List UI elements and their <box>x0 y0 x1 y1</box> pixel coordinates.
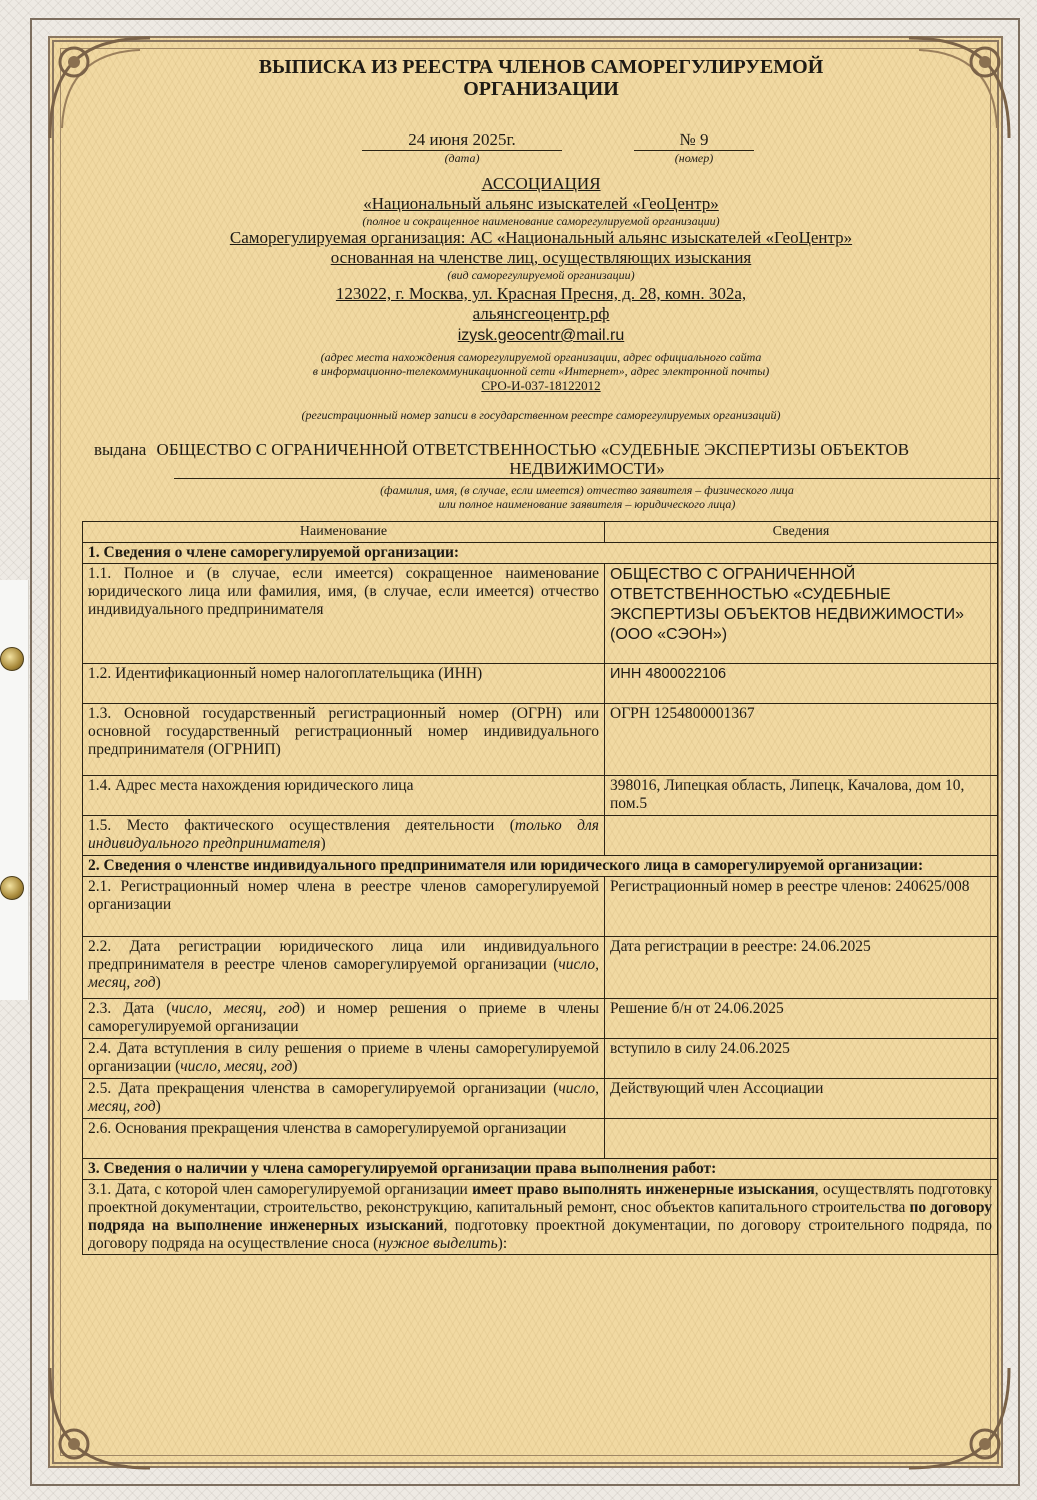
ornament-corner-bottom-right <box>899 1358 1019 1478</box>
row-1-2-label: 1.2. Идентификационный номер налогоплательщика (ИНН) <box>83 664 605 704</box>
issued-to-block <box>82 440 1000 511</box>
binding-rivet-bottom <box>0 876 24 900</box>
table-row <box>83 1079 998 1119</box>
date-caption: (дата) <box>444 151 480 165</box>
table-row <box>83 999 998 1039</box>
row-2-1-value: Регистрационный номер в реестре членов: 240625/008 <box>605 877 998 937</box>
date-number-row <box>82 130 1000 170</box>
org-full-name: «Национальный альянс изыскателей «ГеоЦентр» <box>363 194 719 213</box>
row-1-5-value <box>605 816 998 856</box>
col-header-name: Наименование <box>83 522 605 543</box>
table-row <box>83 1119 998 1159</box>
ornament-corner-bottom-left <box>40 1358 160 1478</box>
row-2-4-label: 2.4. Дата вступления в силу решения о приеме в члены саморегулируемой организации (число, месяц, год) <box>83 1039 605 1079</box>
section-row-3 <box>83 1159 998 1180</box>
section-row-1 <box>83 543 998 564</box>
org-address-caption-2: в информационно-телекоммуникационной сети «Интернет», адрес электронной почты) <box>312 364 770 378</box>
table-row <box>83 937 998 999</box>
table-row <box>83 1180 998 1255</box>
row-1-3-value: ОГРН 1254800001367 <box>605 704 998 776</box>
section-row-2 <box>83 856 998 877</box>
row-2-2-label: 2.2. Дата регистрации юридического лица или индивидуального предпринимателя в реестре членов саморегулируемой организации (число, месяц, год) <box>83 937 605 999</box>
org-reg-number: СРО-И-037-18122012 <box>481 378 601 393</box>
issued-name-line-2: НЕДВИЖИМОСТИ» <box>174 459 1000 479</box>
table-row <box>83 664 998 704</box>
table-row <box>83 564 998 664</box>
org-kind-caption: (вид саморегулируемой организации) <box>447 268 635 282</box>
org-address: 123022, г. Москва, ул. Красная Пресня, д. 28, комн. 302а, <box>335 284 747 303</box>
title-line-1: ВЫПИСКА ИЗ РЕЕСТРА ЧЛЕНОВ САМОРЕГУЛИРУЕМОЙ <box>258 56 824 78</box>
row-1-5-label: 1.5. Место фактического осуществления деятельности (только для индивидуального предпринимателя) <box>83 816 605 856</box>
col-header-info: Сведения <box>605 522 998 543</box>
row-2-3-value: Решение б/н от 24.06.2025 <box>605 999 998 1039</box>
row-2-6-label: 2.6. Основания прекращения членства в саморегулируемой организации <box>83 1119 605 1159</box>
table-row <box>83 816 998 856</box>
row-2-6-value <box>605 1119 998 1159</box>
org-sro-line: Саморегулируемая организация: АС «Национальный альянс изыскателей «ГеоЦентр» <box>229 228 853 247</box>
row-1-4-label: 1.4. Адрес места нахождения юридического лица <box>83 776 605 816</box>
row-1-1-value: ОБЩЕСТВО С ОГРАНИЧЕННОЙ ОТВЕТСТВЕННОСТЬЮ «СУДЕБНЫЕ ЭКСПЕРТИЗЫ ОБЪЕКТОВ НЕДВИЖИМОСТИ» (ООО «СЭОН») <box>605 564 998 664</box>
issued-caption-2: или полное наименование заявителя – юридического лица) <box>438 497 736 511</box>
org-reg-caption: (регистрационный номер записи в государственном реестре саморегулируемых организаций) <box>301 408 781 422</box>
row-2-4-value: вступило в силу 24.06.2025 <box>605 1039 998 1079</box>
title-line-2: ОРГАНИЗАЦИИ <box>463 78 619 100</box>
register-table <box>82 521 998 1255</box>
issue-date: 24 июня 2025г. <box>362 130 562 151</box>
row-2-5-value: Действующий член Ассоциации <box>605 1079 998 1119</box>
org-address-caption-1: (адрес места нахождения саморегулируемой организации, адрес официального сайта <box>320 350 762 364</box>
issued-caption-1: (фамилия, имя, (в случае, если имеется) отчество заявителя – физического лица <box>380 483 794 497</box>
row-1-3-label: 1.3. Основной государственный регистрационный номер (ОГРН) или основной государственный регистрационный номер индивидуального предпринимателя (ОГРНИП) <box>83 704 605 776</box>
document-title <box>82 56 1000 100</box>
table-row <box>83 776 998 816</box>
issued-label: выдана <box>94 440 147 459</box>
table-row <box>83 1039 998 1079</box>
organization-block <box>82 174 1000 422</box>
binding-rivet-top <box>0 647 24 671</box>
issued-name-line-1: ОБЩЕСТВО С ОГРАНИЧЕННОЙ ОТВЕТСТВЕННОСТЬЮ «СУДЕБНЫЕ ЭКСПЕРТИЗЫ ОБЪЕКТОВ <box>156 440 910 459</box>
org-basis: основанная на членстве лиц, осуществляющих изыскания <box>330 248 752 267</box>
row-2-3-label: 2.3. Дата (число, месяц, год) и номер решения о приеме в члены саморегулируемой организации <box>83 999 605 1039</box>
org-email: izysk.geocentr@mail.ru <box>457 327 625 344</box>
row-1-4-value: 398016, Липецкая область, Липецк, Качалова, дом 10, пом.5 <box>605 776 998 816</box>
table-row <box>83 704 998 776</box>
row-2-2-value: Дата регистрации в реестре: 24.06.2025 <box>605 937 998 999</box>
section-2-title: 2. Сведения о членстве индивидуального предпринимателя или юридического лица в саморегулируемой организации: <box>83 856 998 877</box>
section-1-title: 1. Сведения о члене саморегулируемой организации: <box>83 543 998 564</box>
row-1-2-value: ИНН 4800022106 <box>605 664 998 704</box>
table-header-row <box>83 522 998 543</box>
table-row <box>83 877 998 937</box>
row-1-1-label: 1.1. Полное и (в случае, если имеется) сокращенное наименование юридического лица или фамилия, имя, (в случае, если имеется) отчество индивидуального предпринимателя <box>83 564 605 664</box>
binding-tab <box>0 580 29 1000</box>
row-3-1-text: 3.1. Дата, с которой член саморегулируемой организации имеет право выполнять инженерные изыскания, осуществлять подготовку проектной документации, строительство, реконструкцию, капитальный ремонт, снос объектов капитального строительства по договору подряда на выполнение инженерных изысканий, подготовку проектной документации, по договору строительного подряда, по договору подряда на осуществление сноса (нужное выделить): <box>83 1180 998 1255</box>
section-3-title: 3. Сведения о наличии у члена саморегулируемой организации права выполнения работ: <box>83 1159 998 1180</box>
org-site: альянсгеоцентр.рф <box>472 304 610 323</box>
document-content <box>82 56 1000 1255</box>
issue-number: № 9 <box>634 130 754 151</box>
org-type: АССОЦИАЦИЯ <box>481 174 601 193</box>
org-name-caption: (полное и сокращенное наименование саморегулируемой организации) <box>362 214 720 228</box>
number-caption: (номер) <box>674 151 714 165</box>
row-2-5-label: 2.5. Дата прекращения членства в саморегулируемой организации (число, месяц, год) <box>83 1079 605 1119</box>
row-2-1-label: 2.1. Регистрационный номер члена в реестре членов саморегулируемой организации <box>83 877 605 937</box>
